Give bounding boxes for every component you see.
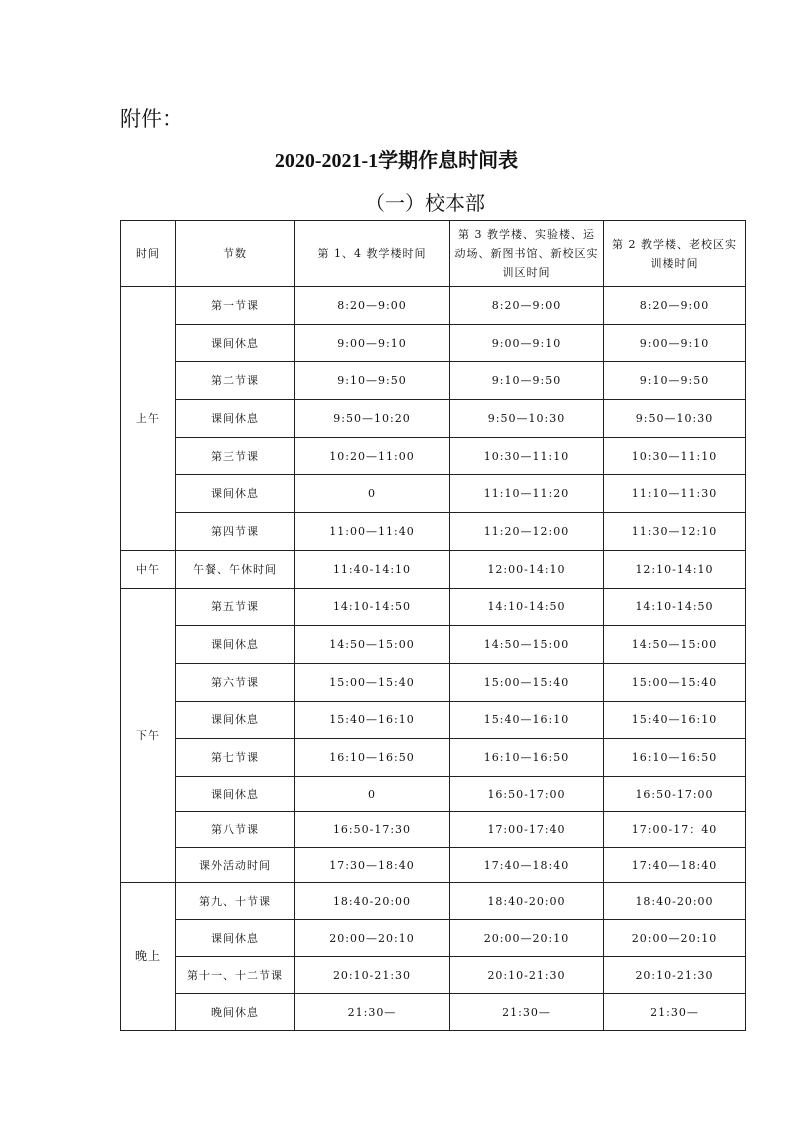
- table-row: [121, 588, 746, 626]
- time-cell: 8:20—9:00: [450, 287, 604, 325]
- time-cell: 14:10-14:50: [604, 588, 746, 626]
- session-label: 课外活动时间: [176, 847, 295, 883]
- table-row: [121, 920, 746, 957]
- document-title: 2020-2021-1学期作息时间表: [274, 150, 519, 172]
- time-cell: 11:30—12:10: [604, 513, 746, 551]
- time-cell: 16:50-17:00: [604, 776, 746, 812]
- time-cell: 16:50-17:00: [450, 776, 604, 812]
- session-label: 课间休息: [176, 626, 295, 664]
- time-cell: 15:00—15:40: [604, 663, 746, 701]
- period-cell-evening: 晚上: [121, 883, 176, 1031]
- time-cell: 15:40—16:10: [295, 701, 450, 739]
- table-row: [121, 550, 746, 588]
- time-cell: 9:10—9:50: [604, 362, 746, 400]
- time-cell: 14:50—15:00: [450, 626, 604, 664]
- session-label: 第八节课: [176, 812, 295, 848]
- period-cell-morning: 上午: [121, 287, 176, 551]
- session-label: 第二节课: [176, 362, 295, 400]
- table-row: [121, 513, 746, 551]
- time-cell: 9:50—10:30: [450, 400, 604, 438]
- table-row: [121, 287, 746, 325]
- time-cell: 9:00—9:10: [450, 324, 604, 362]
- time-cell: 11:00—11:40: [295, 513, 450, 551]
- session-label: 第三节课: [176, 437, 295, 475]
- period-cell-noon: 中午: [121, 550, 176, 588]
- table-row: [121, 400, 746, 438]
- time-cell: 8:20—9:00: [604, 287, 746, 325]
- table-row: [121, 994, 746, 1031]
- table-row: [121, 883, 746, 920]
- header-cell: 节数: [176, 221, 295, 287]
- table-row: [121, 475, 746, 513]
- time-cell: 18:40-20:00: [295, 883, 450, 920]
- table-row: [121, 776, 746, 812]
- time-cell: 11:20—12:00: [450, 513, 604, 551]
- time-cell: 16:50-17:30: [295, 812, 450, 848]
- session-label: 第十一、十二节课: [176, 957, 295, 994]
- time-cell: 11:10—11:30: [604, 475, 746, 513]
- time-cell: 18:40-20:00: [450, 883, 604, 920]
- session-label: 第一节课: [176, 287, 295, 325]
- time-cell: 14:10-14:50: [295, 588, 450, 626]
- attachment-label: 附件：: [120, 107, 183, 131]
- table-row: [121, 701, 746, 739]
- time-cell: 17:40—18:40: [450, 847, 604, 883]
- time-cell: 20:00—20:10: [604, 920, 746, 957]
- table-row: [121, 437, 746, 475]
- session-label: 第四节课: [176, 513, 295, 551]
- session-label: 第五节课: [176, 588, 295, 626]
- time-cell: 0: [295, 776, 450, 812]
- time-cell: 0: [295, 475, 450, 513]
- time-cell: 17:00-17:40: [450, 812, 604, 848]
- table-header-row: [121, 221, 746, 287]
- time-cell: 9:00—9:10: [295, 324, 450, 362]
- table-row: [121, 739, 746, 777]
- time-cell: 17:00-17：40: [604, 812, 746, 848]
- time-cell: 9:00—9:10: [604, 324, 746, 362]
- time-cell: 9:50—10:20: [295, 400, 450, 438]
- time-cell: 21:30—: [295, 994, 450, 1031]
- time-cell: 10:30—11:10: [604, 437, 746, 475]
- section-subtitle: （一）校本部: [365, 191, 485, 215]
- time-cell: 16:10—16:50: [450, 739, 604, 777]
- time-cell: 15:40—16:10: [450, 701, 604, 739]
- time-cell: 11:10—11:20: [450, 475, 604, 513]
- time-cell: 15:40—16:10: [604, 701, 746, 739]
- table-row: [121, 663, 746, 701]
- time-cell: 14:50—15:00: [295, 626, 450, 664]
- time-cell: 10:30—11:10: [450, 437, 604, 475]
- table-row: [121, 957, 746, 994]
- table-row: [121, 812, 746, 848]
- session-label: 第七节课: [176, 739, 295, 777]
- session-label: 第九、十节课: [176, 883, 295, 920]
- time-cell: 15:00—15:40: [450, 663, 604, 701]
- time-cell: 20:10-21:30: [295, 957, 450, 994]
- session-label: 晚间休息: [176, 994, 295, 1031]
- time-cell: 12:10-14:10: [604, 550, 746, 588]
- session-label: 第六节课: [176, 663, 295, 701]
- time-cell: 21:30—: [604, 994, 746, 1031]
- session-label: 午餐、午休时间: [176, 550, 295, 588]
- session-label: 课间休息: [176, 475, 295, 513]
- time-cell: 18:40-20:00: [604, 883, 746, 920]
- session-label: 课间休息: [176, 324, 295, 362]
- time-cell: 14:10-14:50: [450, 588, 604, 626]
- header-cell: 第 3 教学楼、实验楼、运动场、新图书馆、新校区实训区时间: [450, 221, 604, 287]
- time-cell: 12:00-14:10: [450, 550, 604, 588]
- time-cell: 20:00—20:10: [450, 920, 604, 957]
- time-cell: 9:10—9:50: [295, 362, 450, 400]
- time-cell: 8:20—9:00: [295, 287, 450, 325]
- time-cell: 20:10-21:30: [450, 957, 604, 994]
- table-row: [121, 362, 746, 400]
- time-cell: 21:30—: [450, 994, 604, 1031]
- time-cell: 20:10-21:30: [604, 957, 746, 994]
- session-label: 课间休息: [176, 920, 295, 957]
- time-cell: 16:10—16:50: [604, 739, 746, 777]
- session-label: 课间休息: [176, 776, 295, 812]
- period-cell-afternoon: 下午: [121, 588, 176, 883]
- session-label: 课间休息: [176, 701, 295, 739]
- session-label: 课间休息: [176, 400, 295, 438]
- time-cell: 16:10—16:50: [295, 739, 450, 777]
- schedule-table: [120, 220, 746, 1031]
- time-cell: 15:00—15:40: [295, 663, 450, 701]
- time-cell: 9:10—9:50: [450, 362, 604, 400]
- table-row: [121, 626, 746, 664]
- header-cell: 第 2 教学楼、老校区实训楼时间: [604, 221, 746, 287]
- time-cell: 11:40-14:10: [295, 550, 450, 588]
- time-cell: 20:00—20:10: [295, 920, 450, 957]
- header-cell: 第 1、4 教学楼时间: [295, 221, 450, 287]
- table-row: [121, 324, 746, 362]
- time-cell: 17:30—18:40: [295, 847, 450, 883]
- table-row: [121, 847, 746, 883]
- header-cell: 时间: [121, 221, 176, 287]
- time-cell: 9:50—10:30: [604, 400, 746, 438]
- time-cell: 14:50—15:00: [604, 626, 746, 664]
- time-cell: 17:40—18:40: [604, 847, 746, 883]
- time-cell: 10:20—11:00: [295, 437, 450, 475]
